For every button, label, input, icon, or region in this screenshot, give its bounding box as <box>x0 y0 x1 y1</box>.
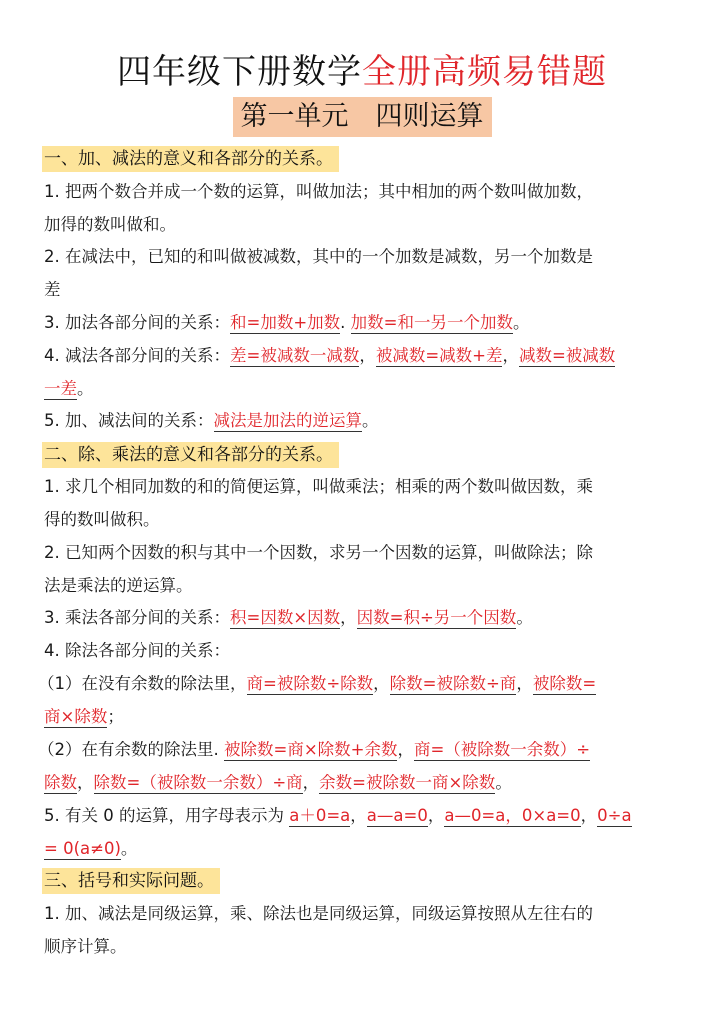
separator: ， <box>580 806 598 825</box>
title-black: 四年级下册数学 <box>117 52 362 92</box>
s2-item2-line2: 法是乘法的逆运算。 <box>44 576 193 595</box>
formula: 除数 <box>44 773 77 792</box>
separator: 。 <box>77 379 94 398</box>
item-prefix: 5. 有关 0 的运算，用字母表示为 <box>44 806 290 825</box>
separator: ， <box>77 773 94 792</box>
s2-item3 <box>44 606 694 630</box>
item-prefix: 3. 乘法各部分间的关系： <box>44 608 230 627</box>
s2-item4-2-line2 <box>44 771 694 795</box>
s2-item4-2-line1 <box>38 738 688 762</box>
formula: = 0(a≠0) <box>44 839 121 858</box>
s2-item4-1-line1 <box>38 672 688 696</box>
item-prefix: 5. 加、减法间的关系： <box>44 411 214 430</box>
s3-item1-line1: 1. 加、减法是同级运算，乘、除法也是同级运算，同级运算按照从左往右的 <box>44 904 593 923</box>
separator: ， <box>350 806 367 825</box>
item-prefix: （1）在没有余数的除法里， <box>38 674 247 693</box>
s2-item5-line2 <box>44 837 694 861</box>
item-prefix: （2）在有余数的除法里. <box>38 740 224 759</box>
separator: 。 <box>516 608 533 627</box>
separator: ， <box>502 346 519 365</box>
separator: 。 <box>362 411 379 430</box>
title-red: 全册高频易错题 <box>362 52 607 92</box>
s1-item2-line1: 2. 在减法中，已知的和叫做被减数，其中的一个加数是减数，另一个加数是 <box>44 247 593 266</box>
s2-item1-line2: 得的数叫做积。 <box>44 510 160 529</box>
formula: 被除数= <box>532 674 597 693</box>
formula: a—a=0 <box>366 806 428 825</box>
s1-item2-line2: 差 <box>44 280 61 299</box>
formula: 商×除数 <box>44 707 108 726</box>
page-title <box>0 50 724 94</box>
formula: 除数=（被除数一余数）÷商 <box>93 773 303 792</box>
formula: 被除数=商×除数+余数 <box>224 740 398 759</box>
s2-item4-1-line2 <box>44 705 694 729</box>
s1-item4-line2 <box>44 377 694 401</box>
separator: ， <box>340 608 357 627</box>
s2-item4: 4. 除法各部分间的关系： <box>44 641 230 660</box>
item-prefix: 4. 减法各部分间的关系： <box>44 346 230 365</box>
formula: 余数=被除数一商×除数 <box>319 773 496 792</box>
section-heading-1: 一、加、减法的意义和各部分的关系。 <box>42 146 339 172</box>
item-prefix: 3. 加法各部分间的关系： <box>44 313 230 332</box>
separator: ， <box>427 806 445 825</box>
separator: . <box>340 313 351 332</box>
separator: 。 <box>120 839 138 858</box>
formula: a＋0=a <box>289 806 351 825</box>
formula: 差=被减数一减数 <box>230 346 360 365</box>
s1-item4-line1 <box>44 344 694 368</box>
separator: ； <box>107 707 124 726</box>
formula: 一差 <box>44 379 77 398</box>
separator: 。 <box>495 773 512 792</box>
formula: 商=被除数÷除数 <box>246 674 374 693</box>
formula: 被减数=减数+差 <box>375 346 503 365</box>
s2-item2-line1: 2. 已知两个因数的积与其中一个因数，求另一个因数的运算，叫做除法；除 <box>44 543 593 562</box>
section-heading-3: 三、括号和实际问题。 <box>42 868 220 894</box>
s2-item1-line1: 1. 求几个相同加数的和的简便运算，叫做乘法；相乘的两个数叫做因数，乘 <box>44 477 593 496</box>
separator: 。 <box>512 313 530 332</box>
s1-item3 <box>44 311 694 335</box>
formula: 加数=和一另一个加数 <box>350 313 513 332</box>
s2-item5-line1 <box>44 804 694 828</box>
formula: 0÷a <box>597 806 632 825</box>
formula: 积=因数×因数 <box>230 608 341 627</box>
formula: 减法是加法的逆运算 <box>213 411 362 430</box>
formula: 减数=被减数 <box>518 346 616 365</box>
separator: ， <box>516 674 533 693</box>
formula: 商=（被除数一余数）÷ <box>413 740 591 759</box>
s3-item1-line2: 顺序计算。 <box>44 937 127 956</box>
formula: 和=加数+加数 <box>230 313 341 332</box>
separator: ， <box>373 674 390 693</box>
separator: ， <box>359 346 376 365</box>
s1-item5 <box>44 409 694 433</box>
formula: 因数=积÷另一个因数 <box>356 608 517 627</box>
section-heading-2: 二、除、乘法的意义和各部分的关系。 <box>42 442 339 468</box>
formula: 除数=被除数÷商 <box>389 674 517 693</box>
separator: ， <box>302 773 320 792</box>
separator: ， <box>397 740 414 759</box>
s1-item1-line2: 加得的数叫做和。 <box>44 215 176 234</box>
unit-heading: 第一单元 四则运算 <box>233 97 492 137</box>
formula: a—0=a，0×a=0 <box>444 806 581 825</box>
s1-item1-line1: 1. 把两个数合并成一个数的运算，叫做加法；其中相加的两个数叫做加数， <box>44 182 593 201</box>
